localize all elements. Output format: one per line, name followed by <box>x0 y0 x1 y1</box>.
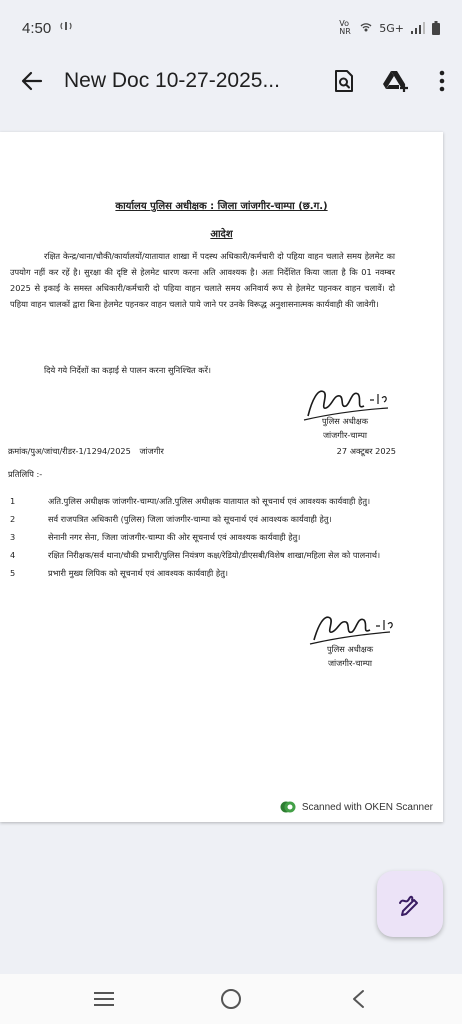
app-bar <box>0 56 462 106</box>
back-button[interactable] <box>0 56 64 106</box>
signature-image-2 <box>306 608 394 648</box>
oken-scanner-logo-icon <box>280 800 296 814</box>
system-nav-bar <box>0 974 462 1024</box>
reference-line <box>8 446 396 457</box>
battery-icon <box>432 21 440 35</box>
drive-add-icon <box>382 69 410 93</box>
more-vert-icon <box>439 70 445 92</box>
add-to-drive-button[interactable] <box>370 56 422 106</box>
status-bar <box>0 0 462 56</box>
home-circle-icon <box>220 988 242 1010</box>
more-options-button[interactable] <box>422 56 462 106</box>
list-item: 5 प्रभारी मुख्य लिपिक को सूचनार्थ एवं आवश्यक कार्यवाही हेतु। <box>10 568 228 578</box>
signal-icon <box>410 22 426 34</box>
list-item: 3 सेनानी नगर सेना, जिला जांजगीर-चाम्पा की ओर सूचनार्थ एवं आवश्यक कार्यवाही हेतु। <box>10 532 301 542</box>
list-item: 1 अति.पुलिस अधीक्षक जांजगीर-चाम्पा/अति.पुलिस अधीक्षक यातायात को सूचनार्थ एवं आवश्यक कार्यवाही हेतु। <box>10 496 371 506</box>
copy-list <box>10 494 396 584</box>
edit-pen-icon <box>397 891 423 917</box>
system-back-button[interactable] <box>328 974 388 1024</box>
scanner-watermark <box>280 800 433 814</box>
volte-badge: Vo NR <box>339 19 351 36</box>
chevron-left-icon <box>351 989 365 1009</box>
document-search-icon <box>333 69 355 93</box>
reference-number: क्रमांक/पुअ/जांचा/रीडर-1/1294/2025 <box>8 446 131 456</box>
signatory-district-1: जांजगीर-चाम्पा <box>322 430 367 440</box>
copy-label: प्रतिलिपि :- <box>8 469 43 479</box>
reference-place: जांजगीर <box>139 446 164 456</box>
edit-fab-button[interactable] <box>377 871 443 937</box>
list-item: 2 सर्व राजपत्रित अधिकारी (पुलिस) जिला जांजगीर-चाम्पा को सूचनार्थ एवं आवश्यक कार्यवाही हेतु। <box>10 514 332 524</box>
signatory-district-2: जांजगीर-चाम्पा <box>327 658 372 668</box>
hotspot-icon <box>359 21 373 35</box>
scanner-text: Scanned with OKEN Scanner <box>301 801 433 813</box>
order-date: 27 अक्टूबर 2025 <box>336 446 396 456</box>
order-heading: आदेश <box>210 229 233 240</box>
instruction-paragraph: दिये गये निर्देशों का कड़ाई से पालन करना सुनिश्चित करें। <box>44 365 212 375</box>
office-heading: कार्यालय पुलिस अधीक्षक : जिला जांजगीर-चाम्पा (छ.ग.) <box>115 201 328 212</box>
network-type: 5G+ <box>379 21 404 35</box>
call-recording-icon <box>59 19 73 37</box>
home-button[interactable] <box>201 974 261 1024</box>
recent-apps-button[interactable] <box>74 974 134 1024</box>
list-item: 4 रक्षित निरीक्षक/सर्व थाना/चौकी प्रभारी/पुलिस नियंत्रण कक्ष/रेडियो/डीएसबी/विशेष शाखा/महिला सेल को पालनार्थ। <box>10 550 381 560</box>
status-time: 4:50 <box>22 19 52 37</box>
menu-lines-icon <box>93 991 115 1007</box>
document-page[interactable] <box>0 132 443 822</box>
arrow-back-icon <box>21 70 43 92</box>
search-document-button[interactable] <box>318 56 370 106</box>
signatory-title-1: पुलिस अधीक्षक <box>321 416 369 426</box>
signatory-title-2: पुलिस अधीक्षक <box>326 644 374 654</box>
order-paragraph: रक्षित केन्द्र/थाना/चौकी/कार्यालयों/यातायात शाखा में पदस्थ अधिकारी/कर्मचारी दो पहिया वाहन चलाते समय हेलमेट का उपयोग नहीं कर रहें है। सुरक्षा की दृष्टि से हेलमेट धारण करना अति आवश्यक है। अतः निर्देशित किया जाता है कि 01 नवम्बर 2025 से इकाई के समस्त अधिकारी/कर्मचारी दो पहिया वाहन चलाते समय अनिवार्य रूप से हेलमेट पहनकर वाहन चलावें। दो पहिया वाहन चालकों द्वारा बिना हेलमेट पहनकर वाहन चलाते पाये जाने पर उनके विरूद्ध अनुशासनात्मक कार्यवाही की जावेगी। <box>10 251 395 309</box>
document-title: New Doc 10-27-2025... <box>64 69 280 92</box>
